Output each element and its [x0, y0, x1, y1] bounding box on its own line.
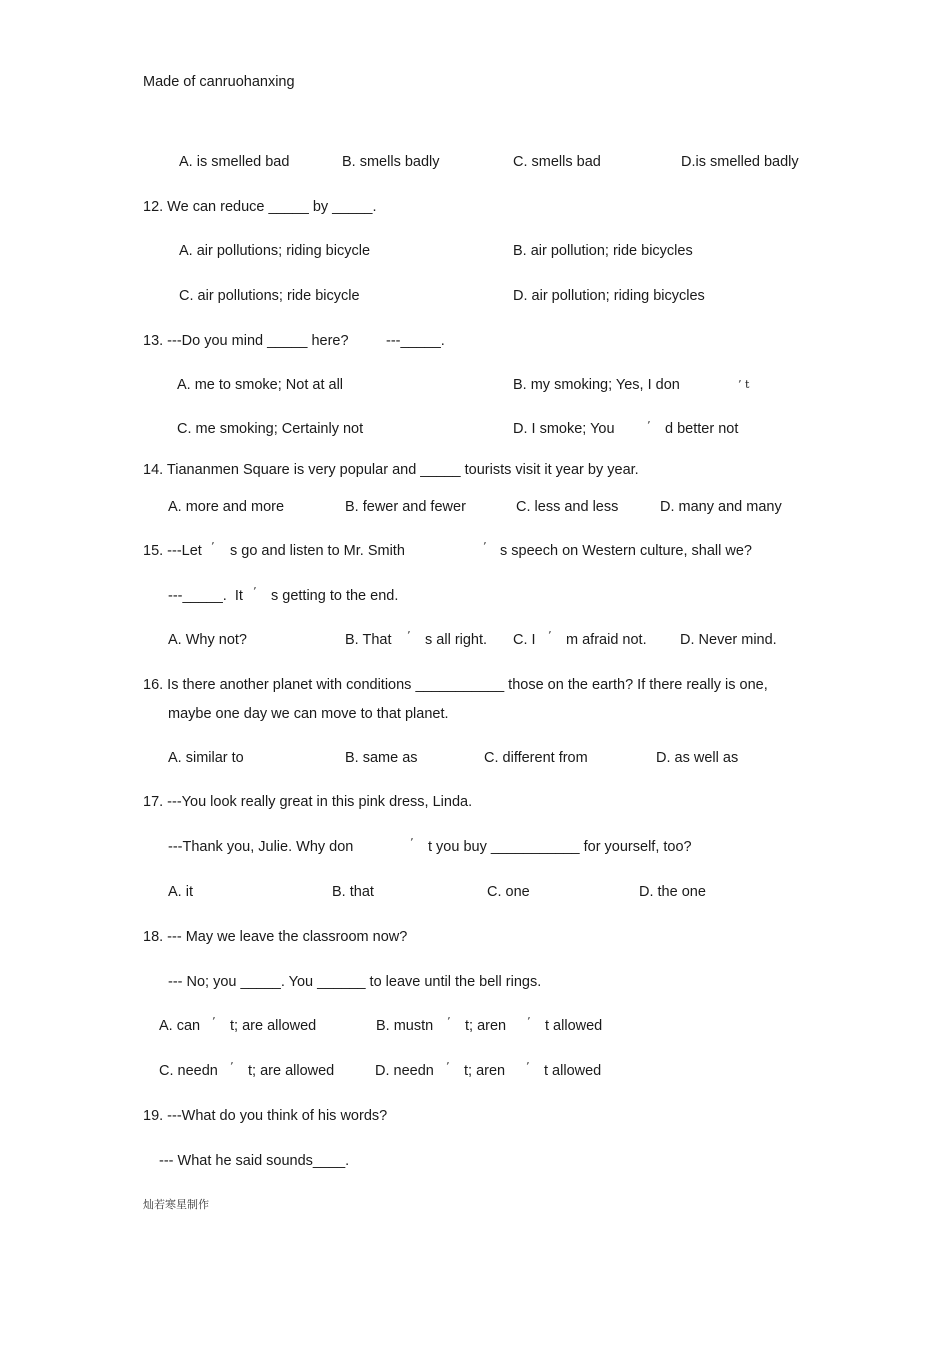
q17-stem-line2-start: ---Thank you, Julie. Why don	[168, 839, 354, 855]
q13-option-b: B. my smoking; Yes, I don	[513, 377, 680, 393]
q13-stem-reply: ---_____.	[386, 333, 445, 349]
q17-stem-line2-apostrophe: ’	[410, 836, 414, 849]
q16-option-b: B. same as	[345, 750, 418, 766]
q18-stem-line1: 18. --- May we leave the classroom now?	[143, 929, 408, 945]
q15-line2-apostrophe: ’	[253, 585, 257, 598]
q15-line2-start: ---_____. It	[168, 588, 243, 604]
q15-line1-apostrophe-2: ’	[483, 540, 487, 553]
q18-option-c-tail: t; are allowed	[248, 1063, 335, 1079]
q11-option-d: D.is smelled badly	[681, 154, 799, 170]
q12-stem: 12. We can reduce _____ by _____.	[143, 199, 377, 215]
q15-option-d: D. Never mind.	[680, 632, 777, 648]
q16-option-d: D. as well as	[656, 750, 739, 766]
q15-option-b-apostrophe: ’	[407, 629, 411, 642]
q14-option-a: A. more and more	[168, 499, 285, 515]
q17-option-c: C. one	[487, 884, 530, 900]
q18-option-a-tail: t; are allowed	[230, 1018, 317, 1034]
q13-stem: 13. ---Do you mind _____ here?	[143, 333, 349, 349]
q19-stem-line1: 19. ---What do you think of his words?	[143, 1108, 388, 1124]
q17-stem-line1: 17. ---You look really great in this pink dress, Linda.	[143, 794, 473, 810]
q18-option-b: B. mustn	[376, 1018, 434, 1034]
q15-option-c-apostrophe: ’	[548, 629, 552, 642]
q14-option-b: B. fewer and fewer	[345, 499, 466, 515]
q11-option-c: C. smells bad	[513, 154, 601, 170]
page-footer: 灿若寒星制作	[143, 1198, 209, 1211]
q18-option-c-apostrophe: ’	[230, 1060, 234, 1073]
q13-option-a: A. me to smoke; Not at all	[177, 377, 344, 393]
q13-option-d-tail: d better not	[665, 421, 739, 437]
q18-option-c: C. needn	[159, 1063, 218, 1079]
q16-stem-line2: maybe one day we can move to that planet.	[168, 706, 449, 722]
q15-option-a: A. Why not?	[168, 632, 247, 648]
q13-option-d-apostrophe: ’	[647, 419, 651, 432]
q18-option-d: D. needn	[375, 1063, 434, 1079]
q18-option-b-mid: t; aren	[465, 1018, 507, 1034]
q12-option-b: B. air pollution; ride bicycles	[513, 243, 693, 259]
q17-option-b: B. that	[332, 884, 374, 900]
q11-option-b: B. smells badly	[342, 154, 440, 170]
q17-stem-line2-end: t you buy ___________ for yourself, too?	[428, 839, 692, 855]
q18-option-b-tail: t allowed	[545, 1018, 603, 1034]
q15-line1-start: 15. ---Let	[143, 543, 202, 559]
q15-line1-mid: s go and listen to Mr. Smith	[230, 543, 405, 559]
q19-stem-line2: --- What he said sounds____.	[159, 1153, 350, 1169]
q14-stem: 14. Tiananmen Square is very popular and _____ tourists visit it year by year.	[143, 462, 639, 478]
q14-option-c: C. less and less	[516, 499, 619, 515]
q18-option-b-apostrophe-1: ’	[447, 1015, 451, 1028]
q15-option-c: C. I	[513, 632, 536, 648]
q18-option-a-apostrophe: ’	[212, 1015, 216, 1028]
q12-option-c: C. air pollutions; ride bicycle	[179, 288, 360, 304]
q15-option-b-tail: s all right.	[425, 632, 488, 648]
q17-option-a: A. it	[168, 884, 193, 900]
q12-option-d: D. air pollution; riding bicycles	[513, 288, 705, 304]
q18-option-d-mid: t; aren	[464, 1063, 506, 1079]
q15-line1-end: s speech on Western culture, shall we?	[500, 543, 753, 559]
q13-option-d: D. I smoke; You	[513, 421, 615, 437]
q18-option-a: A. can	[159, 1018, 201, 1034]
page-header: Made of canruohanxing	[143, 74, 295, 90]
q17-option-d: D. the one	[639, 884, 706, 900]
q15-option-c-tail: m afraid not.	[566, 632, 647, 648]
q12-option-a: A. air pollutions; riding bicycle	[179, 243, 371, 259]
q18-option-d-tail: t allowed	[544, 1063, 602, 1079]
q18-stem-line2: --- No; you _____. You ______ to leave until the bell rings.	[168, 974, 542, 990]
q11-option-a: A. is smelled bad	[179, 154, 290, 170]
q16-option-c: C. different from	[484, 750, 588, 766]
q16-option-a: A. similar to	[168, 750, 244, 766]
q13-option-c: C. me smoking; Certainly not	[177, 421, 364, 437]
q18-option-d-apostrophe-2: ’	[526, 1060, 530, 1073]
q18-option-d-apostrophe-1: ’	[446, 1060, 450, 1073]
q16-stem-line1: 16. Is there another planet with conditions ___________ those on the earth? If there really is one,	[143, 677, 768, 693]
q15-line1-apostrophe-1: ’	[211, 540, 215, 553]
q14-option-d: D. many and many	[660, 499, 782, 515]
q15-option-b: B. That	[345, 632, 392, 648]
q15-line2-end: s getting to the end.	[271, 588, 399, 604]
q18-option-b-apostrophe-2: ’	[527, 1015, 531, 1028]
q13-option-b-tail: ’ t	[738, 378, 750, 391]
